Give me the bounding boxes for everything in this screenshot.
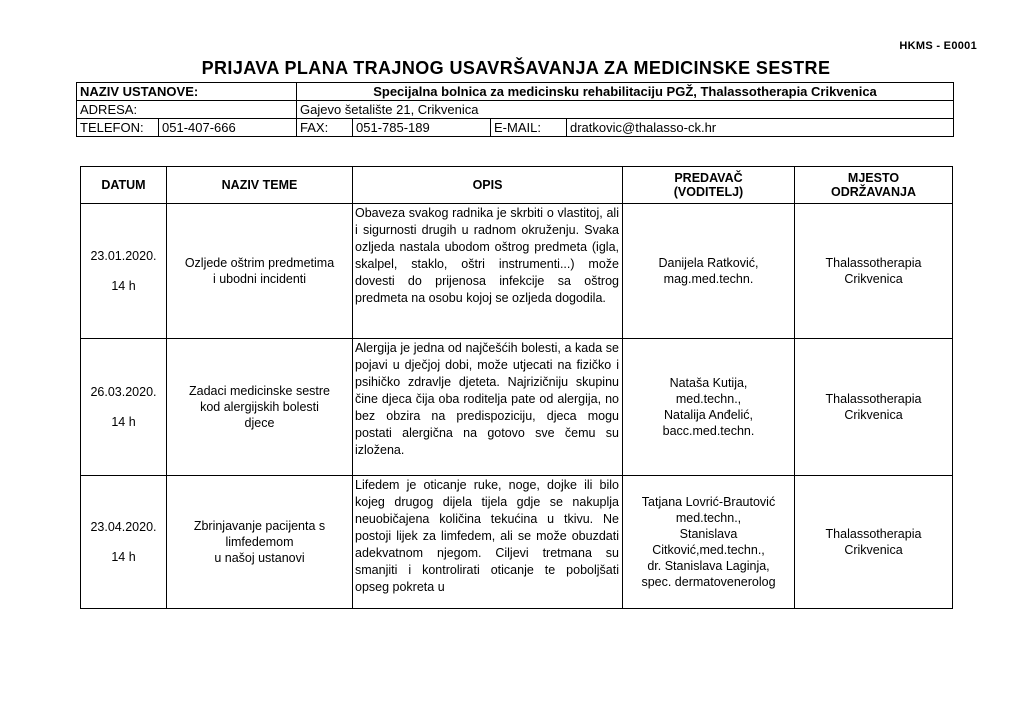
header-location-line2: ODRŽAVANJA (831, 185, 916, 199)
topic-cell (167, 476, 353, 609)
topic-cell (167, 204, 353, 339)
row-lecturer-line: Nataša Kutija, (669, 376, 748, 390)
row-location-line: Thalassotherapia (825, 392, 922, 406)
header-description: OPIS (353, 167, 623, 204)
row-lecturer-line: Citković,med.techn., (652, 543, 765, 557)
header-lecturer-line2: (VODITELJ) (673, 185, 744, 199)
row-topic-line: Ozljede oštrim predmetima (184, 256, 335, 270)
row-location-line: Crikvenica (844, 543, 903, 557)
table-row (81, 476, 953, 609)
header-lecturer-line1: PREDAVAČ (674, 171, 743, 185)
row-date: 26.03.2020. (90, 385, 157, 399)
row-location-line: Thalassotherapia (825, 527, 922, 541)
row-description: Lifedem je oticanje ruke, noge, dojke ili bilo kojeg drugog dijela tijela gdje se nakuplja neuobičajena količina tekućina u tkivu. Ne postoji lijek za limfedem, ali se može obuzdati adekvatnom njegom. Ciljevi tretmana su smanjiti i kontrolirati oticanje te poboljšati opseg pokreta u (355, 478, 619, 594)
institution-contact-row (77, 119, 954, 137)
date-cell (81, 476, 167, 609)
location-cell (795, 204, 953, 339)
location-cell (795, 476, 953, 609)
row-topic-line: djece (244, 416, 275, 430)
institution-info-table (76, 82, 954, 137)
location-cell (795, 339, 953, 476)
header-location-line1: MJESTO (847, 171, 900, 185)
row-date: 23.01.2020. (90, 249, 157, 263)
date-cell (81, 339, 167, 476)
row-topic-line: i ubodni incidenti (212, 272, 307, 286)
row-topic-line: Zbrinjavanje pacijenta s (193, 519, 326, 533)
row-description: Alergija je jedna od najčešćih bolesti, a kada se pojavi u dječjoj dobi, može utjecati na fizičko i psihičko zdravlje djeteta. Najrizičniju skupinu čine djeca čija oba roditelja pate od alergija, no bez obzira na predispoziciju, djeca mogu postati alergična na gotovo sve čemu su izložena. (353, 339, 623, 476)
date-cell (81, 204, 167, 339)
page-title: PRIJAVA PLANA TRAJNOG USAVRŠAVANJA ZA MEDICINSKE SESTRE (201, 58, 831, 78)
row-lecturer-line: med.techn., (675, 511, 742, 525)
lecturer-cell (623, 204, 795, 339)
row-lecturer-line: spec. dermatovenerolog (641, 575, 776, 589)
row-location-line: Crikvenica (844, 408, 903, 422)
row-hours: 14 h (111, 279, 136, 293)
row-lecturer-line: med.techn., (675, 392, 742, 406)
education-plan-table (80, 166, 953, 609)
fax-value: 051-785-189 (353, 119, 491, 137)
address-label: ADRESA: (77, 101, 297, 119)
row-lecturer-line: Stanislava (679, 527, 738, 541)
institution-name-value: Specijalna bolnica za medicinsku rehabilitaciju PGŽ, Thalassotherapia Crikvenica (297, 83, 954, 101)
row-hours: 14 h (111, 550, 136, 564)
row-lecturer-line: mag.med.techn. (663, 272, 754, 286)
fax-label: FAX: (297, 119, 353, 137)
phone-value: 051-407-666 (159, 119, 297, 137)
institution-name-label: NAZIV USTANOVE: (77, 83, 297, 101)
row-topic-line: kod alergijskih bolesti (200, 400, 319, 414)
row-hours: 14 h (111, 415, 136, 429)
email-label: E-MAIL: (491, 119, 567, 137)
phone-label: TELEFON: (77, 119, 159, 137)
topic-cell (167, 339, 353, 476)
row-lecturer-line: Tatjana Lovrić-Brautović (641, 495, 776, 509)
table-row (81, 339, 953, 476)
header-location (795, 167, 953, 204)
institution-name-row (77, 83, 954, 101)
header-topic: NAZIV TEME (167, 167, 353, 204)
row-topic-line: u našoj ustanovi (214, 551, 305, 565)
lecturer-cell (623, 339, 795, 476)
table-row (81, 204, 953, 339)
row-lecturer-line: Danijela Ratković, (658, 256, 759, 270)
form-code: HKMS - E0001 (899, 40, 977, 52)
address-value: Gajevo šetalište 21, Crikvenica (297, 101, 954, 119)
description-cell (353, 476, 623, 609)
row-lecturer-line: bacc.med.techn. (662, 424, 755, 438)
institution-address-row (77, 101, 954, 119)
header-date: DATUM (81, 167, 167, 204)
row-topic-line: Zadaci medicinske sestre (188, 384, 331, 398)
header-lecturer (623, 167, 795, 204)
row-location-line: Thalassotherapia (825, 256, 922, 270)
row-topic-line: limfedemom (225, 535, 294, 549)
row-location-line: Crikvenica (844, 272, 903, 286)
row-description: Obaveza svakog radnika je skrbiti o vlastitoj, ali i sigurnosti drugih u radnom okruženju. Svaka ozljeda nastala ubodom oštrog predmeta (igla, skalpel, staklo, oštri instrumenti...) može dovesti do prijenosa infekcije sa oštrog predmeta na osobu kojoj se ozljeda dogodila. (353, 204, 623, 339)
row-lecturer-line: dr. Stanislava Laginja, (647, 559, 770, 573)
email-value: dratkovic@thalasso-ck.hr (567, 119, 954, 137)
lecturer-cell (623, 476, 795, 609)
row-date: 23.04.2020. (90, 520, 157, 534)
row-lecturer-line: Natalija Anđelić, (664, 408, 753, 422)
table-header-row (81, 167, 953, 204)
